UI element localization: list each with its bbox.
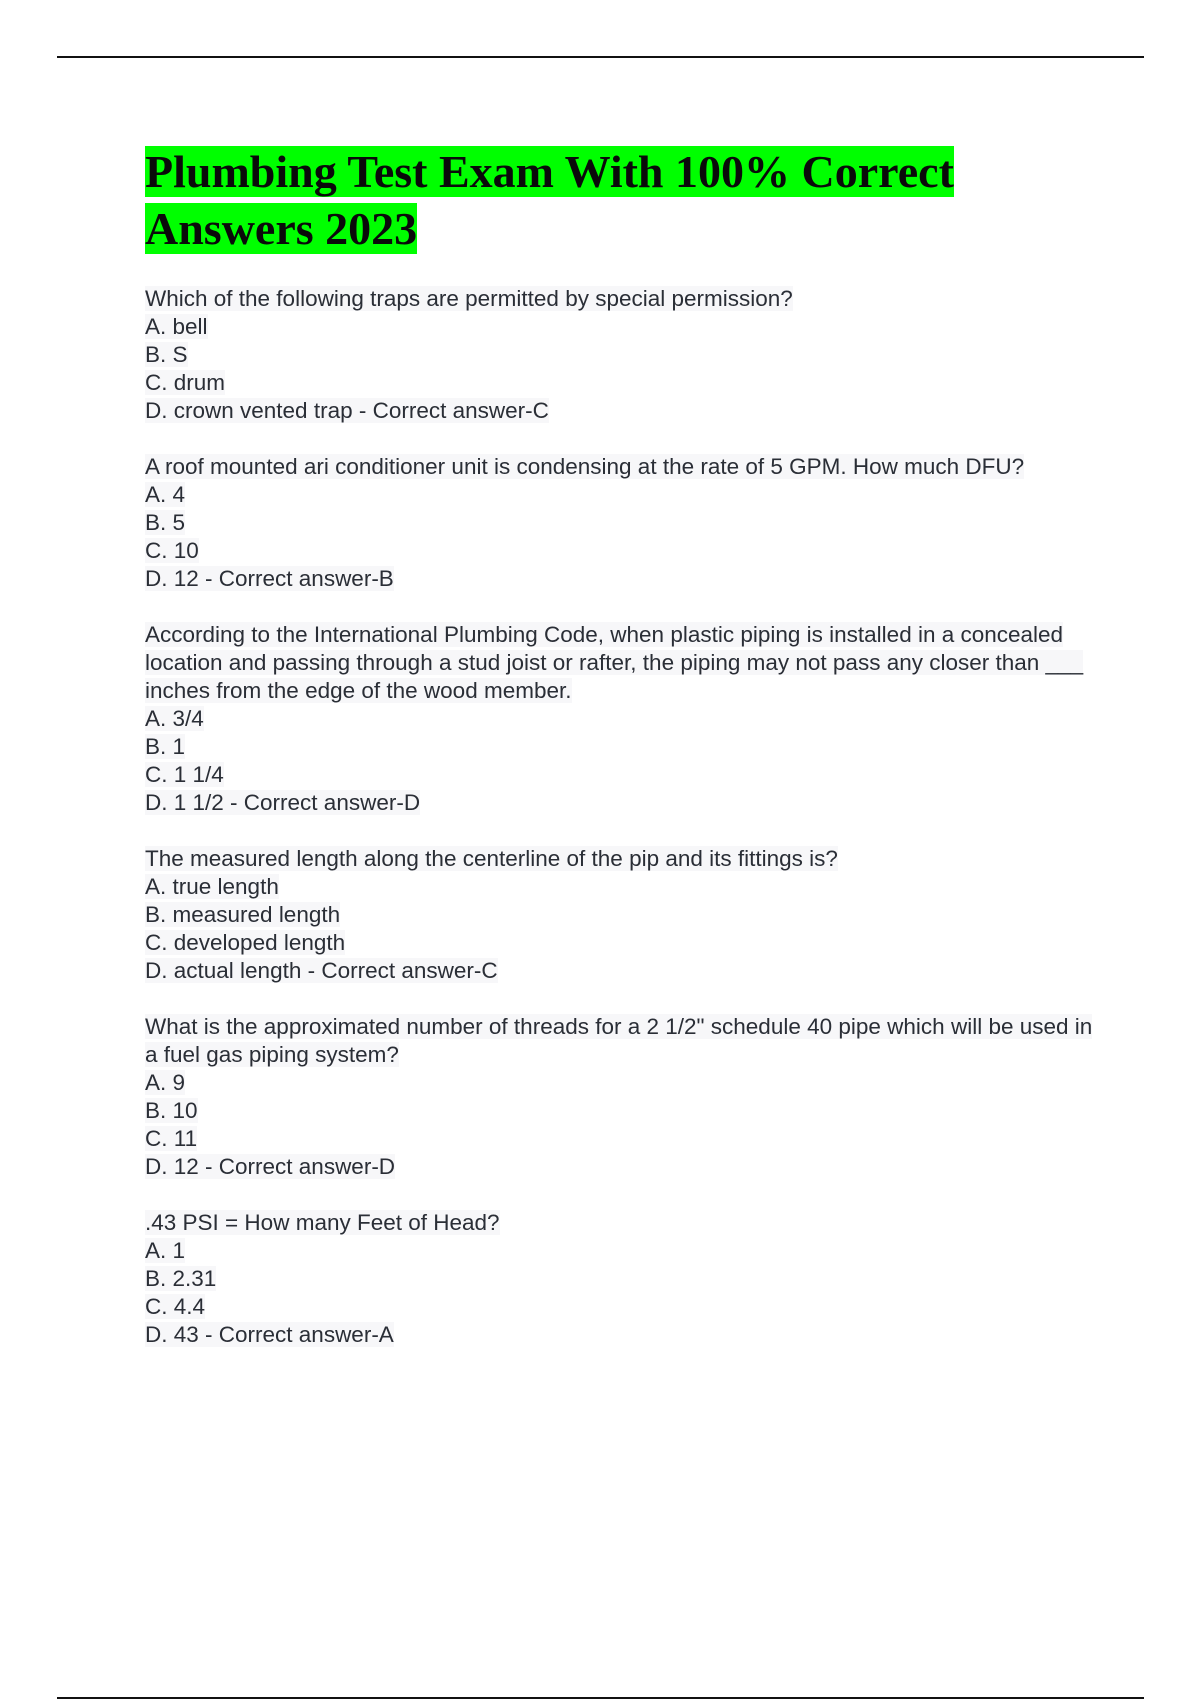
top-rule <box>57 56 1144 58</box>
question-text: What is the approximated number of threads for a 2 1/2" schedule 40 pipe which will be used in a fuel gas piping system? <box>145 1014 1093 1067</box>
bottom-rule <box>57 1697 1144 1699</box>
answer-option: B. measured length <box>145 902 341 927</box>
question-block <box>145 1013 1105 1181</box>
answer-option: C. 1 1/4 <box>145 762 224 787</box>
question-text: According to the International Plumbing Code, when plastic piping is installed in a concealed location and passing through a stud joist or rafter, the piping may not pass any closer than ___ inches from the edge of the wood member. <box>145 622 1084 703</box>
answer-option: B. 10 <box>145 1098 198 1123</box>
answer-option: B. S <box>145 342 188 367</box>
answer-option: D. actual length - Correct answer-C <box>145 958 498 983</box>
answer-option: D. 43 - Correct answer-A <box>145 1322 394 1347</box>
page-title-text: Plumbing Test Exam With 100% Correct Answers 2023 <box>145 146 954 254</box>
document-body <box>145 143 1105 1377</box>
question-block <box>145 453 1105 593</box>
answer-option: C. developed length <box>145 930 346 955</box>
answer-option: C. drum <box>145 370 226 395</box>
question-block <box>145 845 1105 985</box>
question-text: .43 PSI = How many Feet of Head? <box>145 1210 500 1235</box>
answer-option: B. 5 <box>145 510 186 535</box>
answer-option: B. 1 <box>145 734 186 759</box>
answer-option: A. 1 <box>145 1238 186 1263</box>
answer-option: C. 10 <box>145 538 199 563</box>
answer-option: D. 12 - Correct answer-B <box>145 566 394 591</box>
answer-option: C. 4.4 <box>145 1294 206 1319</box>
answer-option: D. 12 - Correct answer-D <box>145 1154 396 1179</box>
page-title <box>145 143 1105 257</box>
answer-option: A. 4 <box>145 482 186 507</box>
answer-option: A. 3/4 <box>145 706 204 731</box>
answer-option: A. bell <box>145 314 208 339</box>
answer-option: A. true length <box>145 874 279 899</box>
question-text: The measured length along the centerline of the pip and its fittings is? <box>145 846 838 871</box>
answer-option: C. 11 <box>145 1126 198 1151</box>
answer-option: B. 2.31 <box>145 1266 217 1291</box>
question-block <box>145 1209 1105 1349</box>
question-text: Which of the following traps are permitted by special permission? <box>145 286 793 311</box>
question-block <box>145 621 1105 817</box>
answer-option: D. 1 1/2 - Correct answer-D <box>145 790 421 815</box>
question-text: A roof mounted ari conditioner unit is condensing at the rate of 5 GPM. How much DFU? <box>145 454 1025 479</box>
answer-option: D. crown vented trap - Correct answer-C <box>145 398 549 423</box>
answer-option: A. 9 <box>145 1070 186 1095</box>
question-block <box>145 285 1105 425</box>
